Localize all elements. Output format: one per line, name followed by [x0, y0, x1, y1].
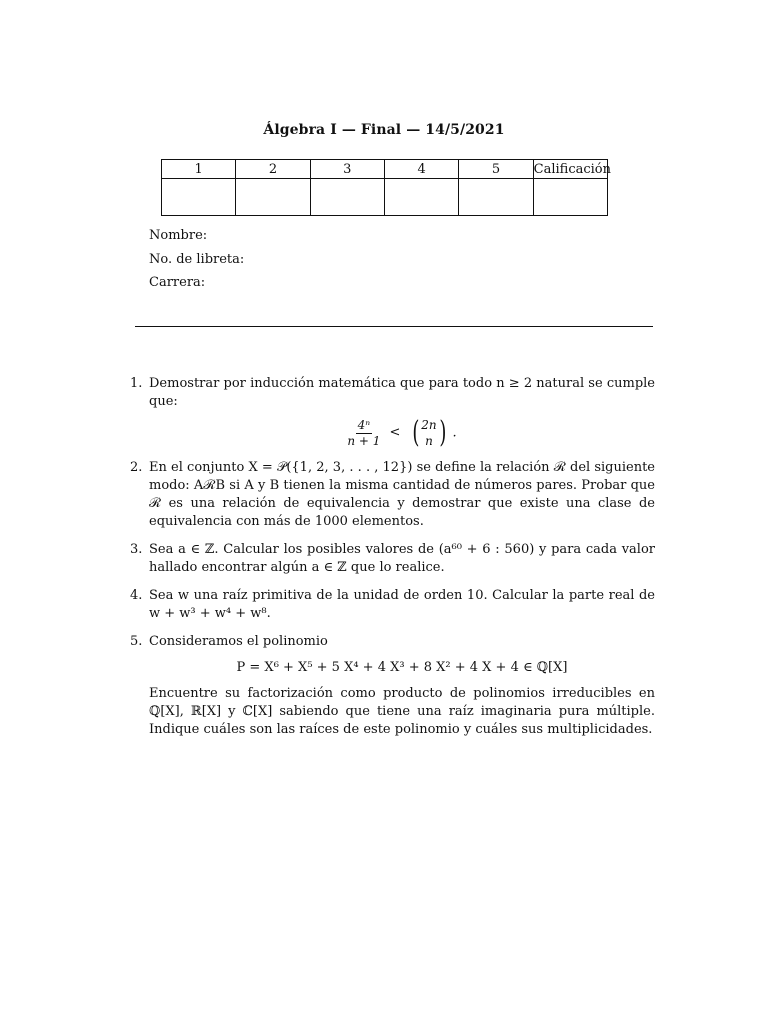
grade-column-header: 3: [310, 160, 384, 179]
name-field-label: Nombre:: [149, 228, 208, 243]
formula-end: .: [452, 425, 457, 441]
problem-number: 4.: [130, 588, 143, 603]
problem-text-continued: Encuentre su factorización como producto de polinomios irreducibles en ℚ[X], ℝ[X] y ℂ[X] sabiendo que tiene una raíz imaginaria pura múltiple. Indique cuáles son las raíces de este polinomio y cuáles sus multiplicidades.: [149, 686, 655, 737]
score-cell: [236, 179, 310, 216]
fraction: [347, 418, 380, 449]
grade-column-header: 1: [162, 160, 236, 179]
problem-number: 2.: [130, 460, 143, 475]
score-cell: [384, 179, 458, 216]
problem-text: Demostrar por inducción matemática que para todo n ≥ 2 natural se cumple que:: [149, 376, 655, 409]
score-cell: [162, 179, 236, 216]
binomial-coefficient: ( 2n n ): [411, 415, 447, 450]
problem-text: Consideramos el polinomio: [149, 634, 328, 649]
grade-column-header: 2: [236, 160, 310, 179]
binomial-top: 2n: [421, 418, 437, 432]
score-cell: [533, 179, 607, 216]
binomial-bottom: n: [425, 434, 433, 448]
grade-column-header: Calificación: [533, 161, 611, 177]
student-id-field-label: No. de libreta:: [149, 252, 245, 267]
score-cell: [310, 179, 384, 216]
problem-number: 1.: [130, 376, 143, 391]
problem-item: [130, 459, 655, 531]
grade-column-header: 5: [459, 160, 533, 179]
problem-text: Sea w una raíz primitiva de la unidad de orden 10. Calcular la parte real de w + w³ + w⁴ + w⁸.: [149, 588, 655, 621]
grade-table-header-row: [162, 160, 608, 179]
polynomial-equation: P = X⁶ + X⁵ + 5 X⁴ + 4 X³ + 8 X² + 4 X + 4 ∈ ℚ[X]: [236, 660, 568, 675]
problem-item: [130, 587, 655, 623]
degree-field-label: Carrera:: [149, 275, 206, 290]
problem-item: [130, 633, 655, 739]
problem-list: [130, 375, 655, 749]
grade-table-score-row: [162, 179, 608, 216]
divider-line: [135, 326, 653, 327]
score-cell: [459, 179, 533, 216]
problem-item: [130, 375, 655, 449]
problem-text: En el conjunto X = 𝒫({1, 2, 3, . . . , 12}) se define la relación ℛ del siguiente modo: AℛB si A y B tienen la misma cantidad de números pares. Probar que ℛ es una relación de equivalencia y demostrar que existe una clase de equivalencia con más de 1000 elementos.: [149, 460, 655, 529]
grade-table: [161, 159, 611, 216]
relation-symbol: <: [389, 425, 401, 440]
fraction-numerator: 4ⁿ: [357, 417, 371, 432]
exam-title: Álgebra I — Final — 14/5/2021: [263, 122, 505, 138]
problem-formula: [149, 417, 655, 449]
grade-column-header: 4: [384, 160, 458, 179]
problem-number: 5.: [130, 634, 143, 649]
fraction-denominator: n + 1: [347, 433, 381, 448]
problem-item: [130, 541, 655, 577]
problem-number: 3.: [130, 542, 143, 557]
problem-text: Sea a ∈ ℤ. Calcular los posibles valores de (a⁶⁰ + 6 : 560) y para cada valor hallado encontrar algún a ∈ ℤ que lo realice.: [149, 542, 655, 575]
